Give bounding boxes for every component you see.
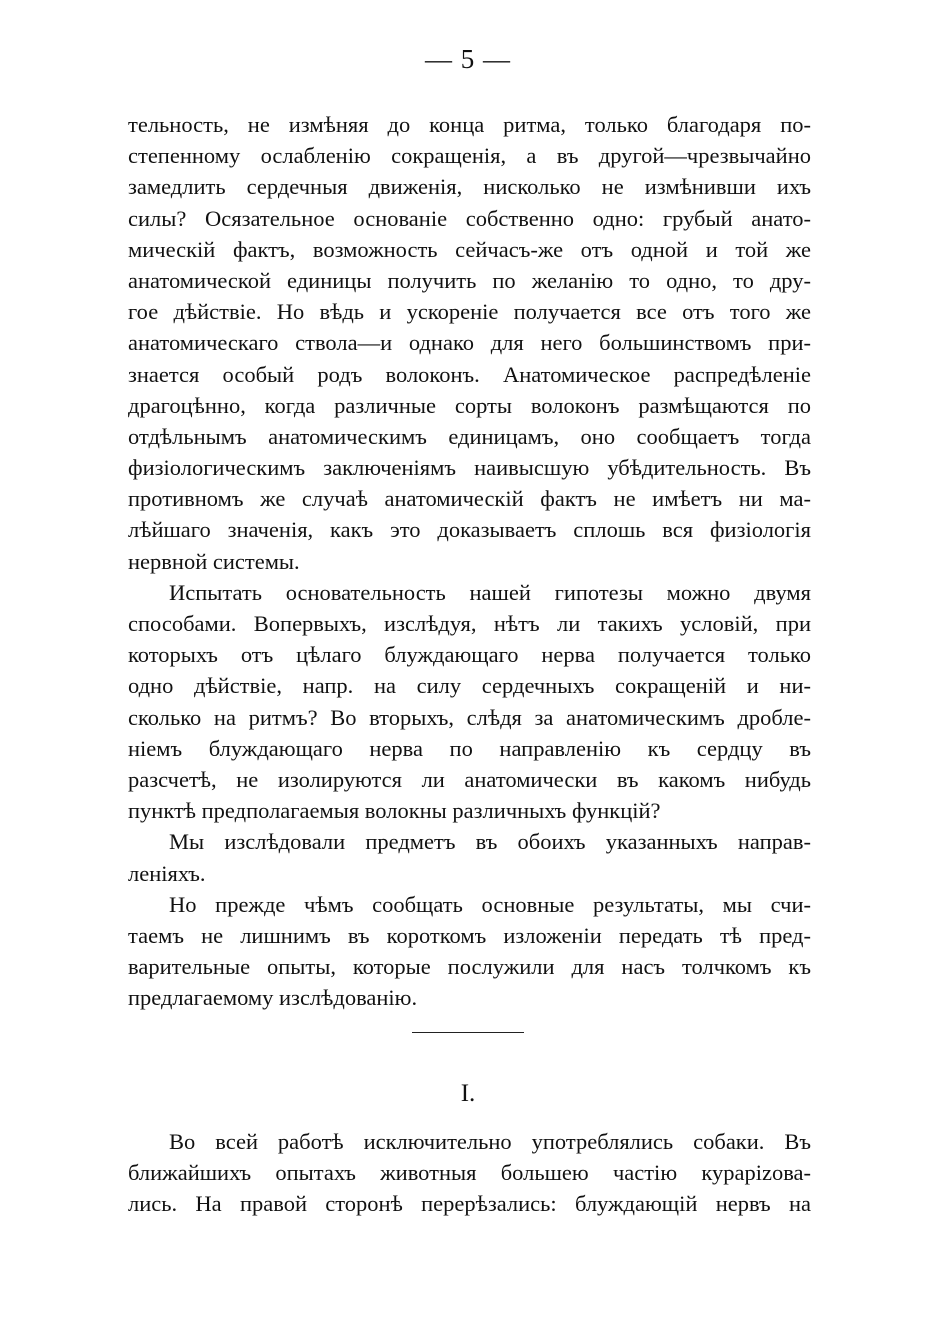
text-line: лись. На правой сторонѣ перерѣзались: блуждающій нервъ на xyxy=(128,1191,811,1217)
section-text xyxy=(128,1126,811,1220)
text-line: пунктѣ предполагаемыя волокны различныхъ функцій? xyxy=(128,798,661,824)
text-line: ближайшихъ опытахъ животныя большею частію курарizова- xyxy=(128,1160,811,1186)
text-line: которыхъ отъ цѣлаго блуждающаго нерва получается только xyxy=(128,642,811,668)
section-divider xyxy=(412,1032,524,1033)
text-line: силы? Осязательное основаніе собственно одно: грубый анато- xyxy=(128,205,811,231)
text-line: гое дѣйствіе. Но вѣдь и ускореніе получается все отъ того же xyxy=(128,299,811,325)
text-line: степенному ослабленію сокращенія, а въ другой—чрезвычайно xyxy=(128,143,811,169)
text-line: леніяхъ. xyxy=(128,860,206,886)
text-line: мическій фактъ, возможность сейчасъ-же отъ одной и той же xyxy=(128,236,811,262)
text-line: Испытать основательность нашей гипотезы можно двумя xyxy=(169,579,811,605)
text-line: способами. Вопервыхъ, изслѣдуя, нѣтъ ли такихъ условій, при xyxy=(128,611,811,636)
text-line: предлагаемому изслѣдованію. xyxy=(128,985,418,1011)
text-line: анатомическаго ствола—и однако для него большинствомъ при- xyxy=(128,330,811,356)
text-line: знается особый родъ волоконъ. Анатомическое распредѣленіе xyxy=(128,361,811,387)
section-heading: I. xyxy=(460,1080,476,1107)
text-line: одно дѣйствіе, напр. на силу сердечныхъ сокращеній и ни- xyxy=(128,673,811,699)
page-number: — 5 — xyxy=(425,44,511,74)
main-text xyxy=(128,109,811,1013)
text-line: сколько на ритмъ? Во вторыхъ, слѣдя за анатомическимъ дробле- xyxy=(128,704,811,730)
text-line: отдѣльнымъ анатомическимъ единицамъ, оно сообщаетъ тогда xyxy=(128,423,811,449)
text-line: физіологическимъ заключеніямъ наивысшую убѣдительность. Въ xyxy=(128,455,811,481)
text-line: анатомической единицы получить по желанію то одно, то дру- xyxy=(128,267,811,293)
text-line: драгоцѣнно, когда различные сорты волоконъ размѣщаются по xyxy=(128,392,811,418)
text-line: противномъ же случаѣ анатомическій фактъ не имѣетъ ни ма- xyxy=(128,486,811,512)
text-line: нервной системы. xyxy=(128,548,300,574)
text-line: Мы изслѣдовали предметъ въ обоихъ указанныхъ направ- xyxy=(169,829,811,855)
text-line: тельность, не измѣняя до конца ритма, только благодаря по- xyxy=(128,112,811,137)
text-line: Во всей работѣ исключительно употреблялись собаки. Въ xyxy=(169,1129,811,1154)
text-line: ніемъ блуждающаго нерва по направленію къ сердцу въ xyxy=(128,735,811,761)
text-line: Но прежде чѣмъ сообщать основные результаты, мы счи- xyxy=(169,891,811,917)
text-line: лѣйшаго значенія, какъ это доказываетъ сплошь вся физіологія xyxy=(128,517,811,543)
text-line: разсчетѣ, не изолируются ли анатомически въ какомъ нибудь xyxy=(128,766,811,792)
text-line: таемъ не лишнимъ въ короткомъ изложеніи передать тѣ пред- xyxy=(128,922,811,948)
text-line: замедлить сердечныя движенія, нисколько не измѣнивши ихъ xyxy=(128,174,811,200)
text-line: варительные опыты, которые послужили для насъ толчкомъ къ xyxy=(128,954,811,980)
